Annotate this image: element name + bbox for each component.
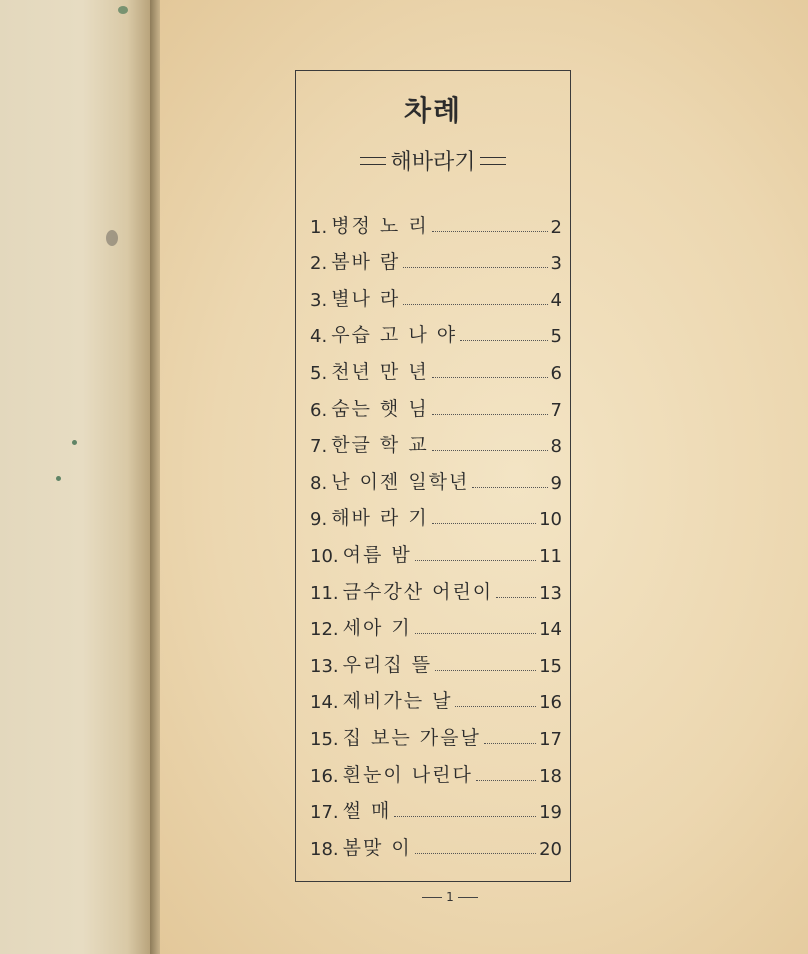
- entry-page: 4: [550, 289, 562, 311]
- entry-title: 제비가는 날: [342, 690, 453, 713]
- entry-page: 2: [550, 216, 562, 238]
- entry-title: 썰 매: [342, 800, 392, 823]
- entry-number: 3.: [310, 289, 328, 311]
- entry-page: 14: [539, 619, 562, 641]
- entry-page: 16: [539, 692, 562, 714]
- toc-entry: [310, 274, 562, 311]
- entry-title: 천년 만 년: [331, 360, 429, 383]
- entry-number: 8.: [310, 472, 328, 494]
- dot-leader: [432, 414, 548, 415]
- entry-title: 흰눈이 나린다: [342, 763, 473, 786]
- entry-title: 금수강산 어린이: [342, 580, 494, 603]
- dot-leader: [484, 743, 536, 744]
- toc-entry: [310, 457, 562, 494]
- book-gutter: [150, 0, 160, 954]
- dot-leader: [415, 853, 536, 854]
- entry-page: 6: [550, 362, 562, 384]
- toc-entry: [310, 604, 562, 641]
- entry-page: 17: [539, 728, 562, 750]
- entry-page: 9: [550, 472, 562, 494]
- toc-entry: [310, 238, 562, 275]
- dot-leader: [432, 377, 548, 378]
- toc-entry: [310, 750, 562, 787]
- entry-title: 숨는 햇 님: [331, 397, 429, 420]
- dot-leader: [455, 706, 536, 707]
- entry-number: 10.: [310, 545, 339, 567]
- toc-entry: [310, 640, 562, 677]
- toc-list: [310, 201, 562, 860]
- dot-leader: [432, 450, 548, 451]
- entry-title: 우습 고 나 야: [331, 324, 458, 347]
- stain-spot: [72, 440, 77, 445]
- toc-entry: [310, 421, 562, 458]
- entry-number: 12.: [310, 619, 339, 641]
- entry-number: 1.: [310, 216, 328, 238]
- footer-dash-left: [422, 897, 442, 898]
- entry-number: 6.: [310, 399, 328, 421]
- entry-number: 4.: [310, 326, 328, 348]
- entry-number: 17.: [310, 802, 339, 824]
- entry-page: 13: [539, 582, 562, 604]
- entry-page: 5: [550, 326, 562, 348]
- toc-entry: [310, 201, 562, 238]
- toc-entry: [310, 567, 562, 604]
- entry-title: 봄맞 이: [342, 836, 412, 859]
- entry-title: 집 보는 가을날: [342, 726, 481, 749]
- dot-leader: [415, 560, 536, 561]
- entry-page: 10: [539, 509, 562, 531]
- dot-leader: [394, 816, 536, 817]
- entry-title: 병정 노 리: [331, 214, 429, 237]
- toc-entry: [310, 311, 562, 348]
- entry-title: 별나 라: [331, 287, 401, 310]
- entry-number: 14.: [310, 692, 339, 714]
- stain-spot: [56, 476, 61, 481]
- entry-number: 13.: [310, 655, 339, 677]
- toc-entry: [310, 823, 562, 860]
- toc-entry: [310, 787, 562, 824]
- dot-leader: [432, 523, 536, 524]
- entry-title: 난 이젠 일학년: [331, 470, 470, 493]
- dot-leader: [432, 231, 548, 232]
- entry-number: 16.: [310, 765, 339, 787]
- toc-frame: [295, 70, 571, 882]
- footer-page-number: 1: [446, 890, 454, 904]
- subtitle-text: 해바라기: [390, 150, 476, 175]
- entry-title: 우리집 뜰: [342, 653, 433, 676]
- entry-page: 18: [539, 765, 562, 787]
- toc-entry: [310, 494, 562, 531]
- entry-number: 9.: [310, 509, 328, 531]
- double-dash-left: [360, 157, 386, 165]
- entry-number: 2.: [310, 253, 328, 275]
- entry-number: 18.: [310, 838, 339, 860]
- entry-number: 5.: [310, 362, 328, 384]
- entry-title: 해바 라 기: [331, 507, 429, 530]
- dot-leader: [476, 780, 536, 781]
- stain-spot: [106, 230, 118, 246]
- dot-leader: [460, 340, 547, 341]
- toc-entry: [310, 530, 562, 567]
- dot-leader: [415, 633, 536, 634]
- footer-dash-right: [458, 897, 478, 898]
- dot-leader: [496, 597, 536, 598]
- book-subtitle: [296, 145, 570, 176]
- page-footer: [415, 890, 485, 904]
- entry-number: 11.: [310, 582, 339, 604]
- dot-leader: [403, 304, 547, 305]
- toc-entry: [310, 347, 562, 384]
- left-page: [0, 0, 150, 954]
- entry-number: 15.: [310, 728, 339, 750]
- entry-title: 여름 밤: [342, 543, 412, 566]
- double-dash-right: [480, 157, 506, 165]
- toc-entry: [310, 713, 562, 750]
- entry-title: 한글 학 교: [331, 434, 429, 457]
- entry-page: 15: [539, 655, 562, 677]
- entry-page: 19: [539, 802, 562, 824]
- entry-page: 8: [550, 436, 562, 458]
- dot-leader: [472, 487, 547, 488]
- toc-title: 차례: [403, 94, 463, 127]
- toc-entry: [310, 677, 562, 714]
- toc-entry: [310, 384, 562, 421]
- dot-leader: [403, 267, 547, 268]
- entry-title: 세아 기: [342, 617, 412, 640]
- dot-leader: [435, 670, 536, 671]
- entry-page: 7: [550, 399, 562, 421]
- entry-page: 20: [539, 838, 562, 860]
- entry-page: 11: [539, 545, 562, 567]
- entry-title: 봄바 람: [331, 251, 401, 274]
- entry-page: 3: [550, 253, 562, 275]
- stain-spot: [118, 6, 128, 14]
- entry-number: 7.: [310, 436, 328, 458]
